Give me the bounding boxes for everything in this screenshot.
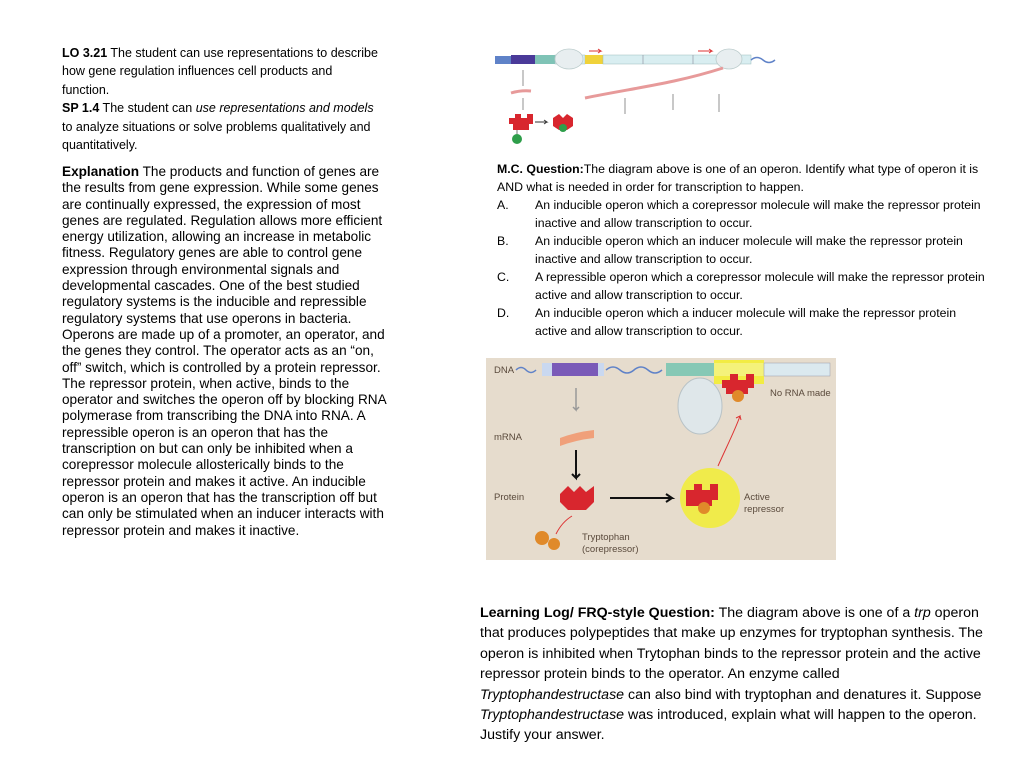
mc-option-d	[497, 304, 987, 340]
mc-option-a	[497, 196, 987, 232]
bound-tryptophan-icon	[732, 390, 744, 402]
rna-polymerase-1	[555, 49, 583, 69]
label-protein: Protein	[494, 492, 525, 503]
option-text: An inducible operon which a corepressor molecule will make the repressor protein inactive and allow transcription to occur.	[535, 198, 981, 230]
frq-text-2: operon that produces polypeptides that make up enzymes for tryptophan synthesis. The operon is inhibited when Trytophan binds to the repressor protein and the active repressor protein binds to the operator. An enzyme called	[480, 605, 983, 683]
frq-italic-enzyme-1: Tryptophandestructase	[480, 686, 625, 703]
frq-question	[480, 603, 985, 746]
sp-text-post: to analyze situations or solve problems qualitatively and quantitatively.	[62, 119, 371, 153]
option-letter: A.	[497, 198, 509, 212]
arrow-right-icon	[535, 120, 547, 124]
option-text: An inducible operon which an inducer molecule will make the repressor protein inactive and allow transcription to occur.	[535, 234, 963, 266]
label-active: Active	[744, 492, 770, 503]
mc-question	[497, 160, 987, 196]
rna-polymerase-2	[716, 49, 742, 69]
label-repressor: repressor	[744, 504, 785, 515]
tryptophan-molecule-icon	[548, 538, 560, 550]
tryptophan-bound-icon	[698, 502, 710, 514]
label-tryptophan: Tryptophan	[582, 532, 630, 543]
explanation-paragraph	[62, 164, 392, 539]
frq-text-3: can also bind with tryptophan and denatures it. Suppose	[624, 686, 982, 703]
operon-diagram-top	[493, 48, 793, 156]
mc-label: M.C. Question:	[497, 162, 584, 176]
label-mrna: mRNA	[494, 432, 522, 443]
sp-text-italic: use representations and models	[195, 101, 374, 116]
inducer-bound-icon	[559, 124, 567, 132]
mc-question-block	[497, 160, 987, 340]
rna-polymerase-icon	[678, 378, 722, 434]
tryptophan-molecule-icon	[535, 531, 549, 545]
option-text: An inducible operon which a inducer molecule will make the repressor protein active and allow transcription to occur.	[535, 306, 957, 338]
inducer-molecule-icon	[512, 134, 522, 144]
option-text: A repressible operon which a corepressor molecule will make the repressor protein active and allow transcription to occur.	[535, 270, 985, 302]
option-letter: B.	[497, 234, 509, 248]
learning-objective-block	[62, 44, 382, 154]
transcription-arrow-2	[698, 49, 712, 53]
sp-text-pre: The student can	[99, 101, 196, 116]
learning-objective	[62, 44, 382, 99]
option-letter: D.	[497, 306, 510, 320]
frq-italic-trp: trp	[914, 605, 931, 621]
mc-option-b	[497, 232, 987, 268]
science-practice	[62, 99, 382, 154]
mc-question-text: The diagram above is one of an operon. Identify what type of operon it is AND what is needed in order for transcription to happen.	[497, 162, 979, 194]
mc-option-c	[497, 268, 987, 304]
frq-label: Learning Log/ FRQ-style Question:	[480, 605, 715, 621]
label-corepressor: (corepressor)	[582, 544, 639, 555]
repressor-protein-icon	[509, 114, 533, 130]
option-letter: C.	[497, 270, 510, 284]
mrna-small	[511, 91, 531, 93]
frq-text-1: The diagram above is one of a	[714, 605, 915, 621]
lo-text: The student can use representations to describe how gene regulation influences cell products and function.	[62, 46, 378, 97]
transcription-arrow-1	[589, 49, 601, 53]
mrna-strand	[585, 68, 723, 98]
frq-text-4: was introduced, explain what will happen to the operon. Justify your answer.	[480, 707, 977, 744]
label-no-rna: No RNA made	[770, 388, 831, 399]
trp-operon-photo-diagram	[486, 358, 836, 560]
lo-label: LO 3.21	[62, 46, 108, 60]
explanation-label: Explanation	[62, 164, 140, 179]
label-dna: DNA	[494, 365, 515, 376]
explanation-text: The products and function of genes are the results from gene expression. While some genes are continually expressed, the expression of most genes are regulated. Regulation allows more efficient energy utilization, allowing an increase in metabolic fitness. Regulatory genes are able to control gene expression through environmental signals and developmental cascades. One of the best studied regulatory systems is the inducible and repressible regulatory systems that use operons in bacteria. Operons are made up of a promoter, an operator, and the genes they control. The operator acts as an “on, off” switch, which is controlled by a protein repressor. The repressor protein, when active, binds to the operator and switches the operon off by blocking RNA polymerase from transcribing the DNA into RNA. A repressible operon is an operon that has the transcription on but can only be inhibited when a corepressor molecule allosterically binds to the repressor protein and makes it active. An inducible operon is an operon that has the transcription off but can only be stimulated when an inducer interacts with repressor protein and makes it inactive.	[62, 164, 386, 538]
sp-label: SP 1.4	[62, 101, 100, 116]
frq-italic-enzyme-2: Tryptophandestructase	[480, 707, 625, 724]
